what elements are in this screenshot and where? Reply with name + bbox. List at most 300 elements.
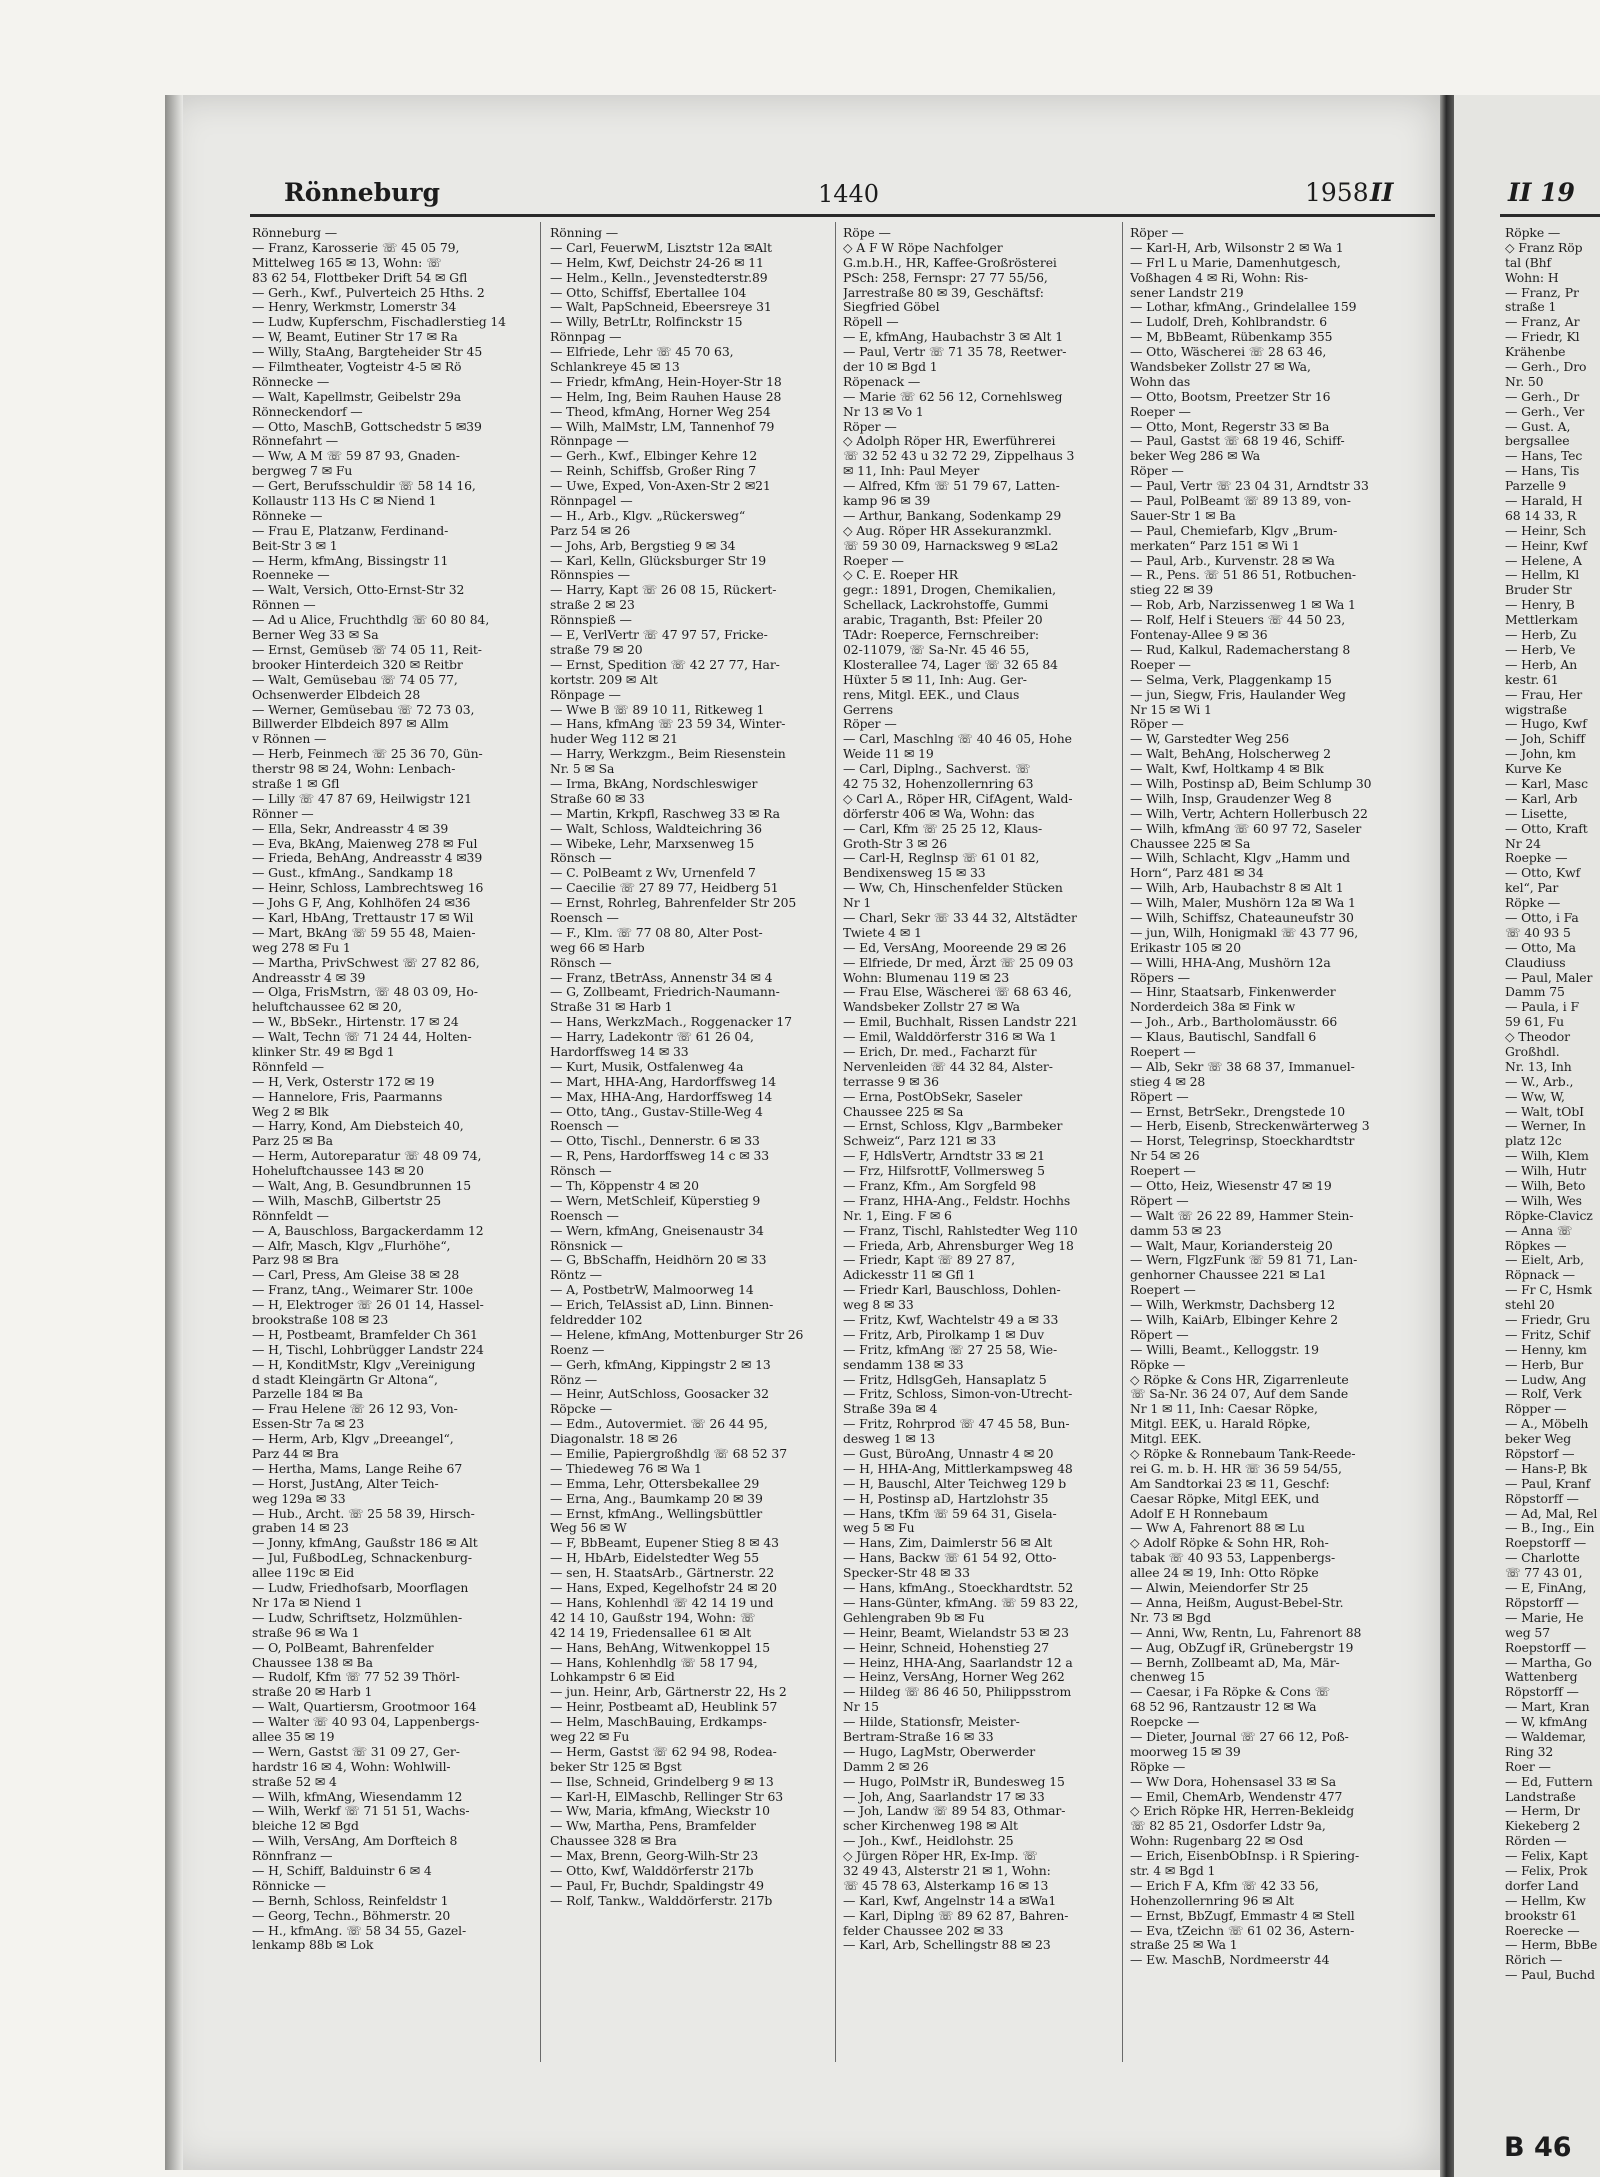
directory-entry-line: — Karl-H, ElMaschb, Rellinger Str 63: [550, 1788, 784, 1804]
directory-entry-line: — Karl, Arb, Schellingstr 88 ✉ 23: [843, 1937, 1051, 1953]
directory-entry-line: Nr 1: [843, 895, 872, 911]
directory-entry-line: Röpert —: [1130, 1088, 1189, 1104]
directory-entry-line: Rönneburg —: [252, 226, 338, 240]
directory-entry-line: — Ww, A M ☏ 59 87 93, Gnaden-: [252, 448, 460, 464]
directory-entry-line: — Elfriede, Dr med, Ärzt ☏ 25 09 03: [843, 954, 1074, 970]
directory-entry-line: — Frieda, BehAng, Andreasstr 4 ✉39: [252, 850, 483, 866]
directory-entry-line: — Franz, tAng., Weimarer Str. 100e: [252, 1282, 474, 1298]
directory-entry-line: moorweg 15 ✉ 39: [1130, 1743, 1241, 1759]
directory-entry-line: — Karl, Diplng ☏ 89 62 87, Bahren-: [843, 1907, 1069, 1923]
directory-entry-line: Roepert —: [1130, 1163, 1196, 1179]
directory-entry-line: — H, Elektroger ☏ 26 01 14, Hassel-: [252, 1297, 484, 1313]
directory-entry-line: Wandsbeker Zollstr 27 ✉ Wa,: [1130, 359, 1311, 375]
directory-entry-line: bergweg 7 ✉ Fu: [252, 463, 353, 479]
directory-entry-line: Beit-Str 3 ✉ 1: [252, 537, 338, 553]
directory-entry-line: Rönnicke —: [252, 1877, 326, 1893]
directory-entry-line: — Wern, FlgzFunk ☏ 59 81 71, Lan-: [1130, 1252, 1358, 1268]
directory-entry-line: Rönneke —: [252, 507, 323, 523]
directory-entry-line: straße 20 ✉ Harb 1: [252, 1684, 373, 1700]
directory-entry-line: — Karl-H, Arb, Wilsonstr 2 ✉ Wa 1: [1130, 239, 1344, 255]
page-year: 1958: [1305, 178, 1369, 207]
directory-entry-line: — Erna, PostObSekr, Saseler: [843, 1088, 1023, 1104]
directory-entry-line: Berner Weg 33 ✉ Sa: [252, 627, 379, 643]
directory-entry-line: — Wibeke, Lehr, Marxsenweg 15: [550, 835, 755, 851]
directory-entry-line: — Hertha, Mams, Lange Reihe 67: [252, 1460, 463, 1476]
directory-entry-line: — Otto, Heiz, Wiesenstr 47 ✉ 19: [1130, 1178, 1332, 1193]
directory-entry-line: Rönnpagel —: [550, 493, 633, 509]
directory-entry-line: — Hildeg ☏ 86 46 50, Philippsstrom: [843, 1684, 1072, 1700]
directory-entry-line: Rönnfeld —: [252, 1058, 324, 1074]
directory-entry-line: — Fritz, Arb, Pirolkamp 1 ✉ Duv: [843, 1326, 1044, 1342]
directory-entry-line: — Th, Köppenstr 4 ✉ 20: [550, 1178, 699, 1193]
directory-entry-line: — Irma, BkAng, Nordschleswiger: [550, 775, 758, 791]
directory-entry-line: — Herm, Autoreparatur ☏ 48 09 74,: [252, 1148, 482, 1164]
directory-entry-line: Röpcke —: [550, 1401, 613, 1417]
directory-entry-line: — Alfred, Kfm ☏ 51 79 67, Latten-: [843, 478, 1060, 494]
directory-entry-line: Parzelle 184 ✉ Ba: [252, 1386, 363, 1402]
directory-entry-line: der 10 ✉ Bgd 1: [843, 359, 938, 375]
directory-entry-line: kestr. 61: [1505, 671, 1559, 687]
directory-entry-line: Nr 54 ✉ 26: [1130, 1148, 1200, 1164]
directory-entry-line: — Paul, Vertr ☏ 71 35 78, Reetwer-: [843, 344, 1067, 360]
directory-entry-line: — Emma, Lehr, Ottersbekallee 29: [550, 1475, 760, 1491]
directory-entry-line: — Carl, Press, Am Gleise 38 ✉ 28: [252, 1267, 460, 1283]
directory-entry-line: Nr. 1, Eing. F ✉ 6: [843, 1207, 952, 1223]
directory-entry-line: — Wilh, Arb, Haubachstr 8 ✉ Alt 1: [1130, 880, 1344, 896]
directory-entry-line: straße 96 ✉ Wa 1: [252, 1624, 360, 1640]
directory-entry-line: Chaussee 138 ✉ Ba: [252, 1654, 373, 1670]
directory-entry-line: sendamm 138 ✉ 33: [843, 1356, 964, 1372]
directory-entry-line: — Rolf, Tankw., Walddörferstr. 217b: [550, 1892, 773, 1908]
directory-entry-line: — Herb, Ve: [1505, 641, 1576, 657]
directory-entry-line: — H, Tischl, Lohbrügger Landstr 224: [252, 1341, 484, 1357]
directory-entry-line: straße 25 ✉ Wa 1: [1130, 1937, 1238, 1953]
directory-entry-line: — Fritz, Kwf, Wachtelstr 49 a ✉ 33: [843, 1312, 1059, 1328]
directory-entry-line: feldredder 102: [550, 1312, 643, 1328]
directory-entry-line: — Marie ☏ 62 56 12, Cornehlsweg: [843, 388, 1063, 404]
directory-entry-line: Caesar Röpke, Mitgl EEK, und: [1130, 1490, 1320, 1506]
directory-entry-line: — Willi, HHA-Ang, Mushörn 12a: [1130, 954, 1331, 970]
directory-entry-line: — Anna, Heißm, August-Bebel-Str.: [1130, 1594, 1344, 1610]
directory-entry-line: Damm 2 ✉ 26: [843, 1758, 929, 1774]
directory-entry-line: — Fritz, HdlsgGeh, Hansaplatz 5: [843, 1371, 1047, 1387]
directory-entry-line: desweg 1 ✉ 13: [843, 1431, 936, 1447]
directory-entry-line: — Otto, Schiffsf, Ebertallee 104: [550, 284, 747, 300]
directory-entry-line: Rönnfranz —: [252, 1848, 333, 1864]
directory-entry-line: — Max, HHA-Ang, Hardorffsweg 14: [550, 1088, 773, 1104]
directory-entry-line: — Karl, Arb: [1505, 790, 1578, 806]
directory-entry-line: Nr. 13, Inh: [1505, 1058, 1572, 1074]
directory-entry-line: Chaussee 225 ✉ Sa: [1130, 835, 1251, 851]
directory-entry-line: — Paul, Arb., Kurvenstr. 28 ✉ Wa: [1130, 552, 1335, 568]
directory-entry-line: Bruder Str: [1505, 582, 1572, 598]
directory-entry-line: — Filmtheater, Vogteistr 4-5 ✉ Rö: [252, 359, 462, 375]
directory-entry-line: huder Weg 112 ✉ 21: [550, 731, 678, 747]
directory-entry-line: — Emilie, Papiergroßhdlg ☏ 68 52 37: [550, 1446, 787, 1462]
directory-entry-line: — Ernst, BbZugf, Emmastr 4 ✉ Stell: [1130, 1907, 1355, 1923]
directory-entry-line: — Heinr, Sch: [1505, 522, 1587, 538]
directory-entry-line: Siegfried Göbel: [843, 299, 940, 315]
directory-entry-line: — Ernst, Rohrleg, Bahrenfelder Str 205: [550, 895, 797, 911]
directory-entry-line: Nr. 5 ✉ Sa: [550, 761, 615, 777]
directory-entry-line: — H., kfmAng. ☏ 58 34 55, Gazel-: [252, 1922, 467, 1938]
directory-entry-line: bergsallee: [1505, 433, 1570, 449]
directory-entry-line: — Paul, Buchd: [1505, 1967, 1595, 1983]
directory-entry-line: Landstraße: [1505, 1788, 1576, 1804]
directory-entry-line: weg 5 ✉ Fu: [843, 1520, 915, 1536]
directory-entry-line: — Hans-P, Bk: [1505, 1460, 1588, 1476]
directory-entry-line: — Walt ☏ 26 22 89, Hammer Stein-: [1130, 1207, 1354, 1223]
directory-entry-line: rei G. m. b. H. HR ☏ 36 59 54/55,: [1130, 1460, 1342, 1476]
directory-entry-line: — Hans, kfmAng ☏ 23 59 34, Winter-: [550, 716, 786, 732]
directory-entry-line: platz 12c: [1505, 1133, 1562, 1149]
directory-entry-line: — Wilh, Schiffsz, Chateauneufstr 30: [1130, 909, 1354, 925]
directory-entry-line: — Gerh., Kwf., Pulverteich 25 Hths. 2: [252, 284, 485, 300]
directory-entry-line: Mitgl. EEK, u. Harald Röpke,: [1130, 1416, 1311, 1432]
directory-entry-line: ☏ 40 93 5: [1505, 924, 1571, 940]
directory-entry-line: Straße 60 ✉ 33: [550, 790, 645, 806]
directory-entry-line: wigstraße: [1505, 701, 1567, 717]
directory-entry-line: Nr 24: [1505, 835, 1541, 851]
facing-header-rule: [1500, 214, 1600, 217]
directory-entry-line: Roepstorff —: [1505, 1535, 1587, 1551]
directory-entry-line: — Erich, Dr. med., Facharzt für: [843, 1043, 1037, 1059]
directory-entry-line: — Emil, Buchhalt, Rissen Landstr 221: [843, 1014, 1079, 1030]
directory-entry-line: — R., Pens. ☏ 51 86 51, Rotbuchen-: [1130, 567, 1356, 583]
directory-entry-line: — Eva, tZeichn ☏ 61 02 36, Astern-: [1130, 1922, 1355, 1938]
directory-entry-line: — E, kfmAng, Haubachstr 3 ✉ Alt 1: [843, 329, 1063, 345]
directory-entry-line: — F, BbBeamt, Eupener Stieg 8 ✉ 43: [550, 1535, 779, 1551]
directory-column-4: [1130, 226, 1410, 1968]
directory-entry-line: — Rolf, Helf i Steuers ☏ 44 50 23,: [1130, 612, 1346, 628]
directory-entry-line: — Otto, Mont, Regerstr 33 ✉ Ba: [1130, 418, 1330, 434]
directory-entry-line: — Frau, Her: [1505, 686, 1583, 702]
directory-entry-line: — Felix, Kapt: [1505, 1848, 1588, 1864]
directory-entry-line: klinker Str. 49 ✉ Bgd 1: [252, 1043, 395, 1059]
directory-entry-line: Hüxter 5 ✉ 11, Inh: Aug. Ger-: [843, 671, 1027, 687]
directory-entry-line: — Erich, TelAssist aD, Linn. Binnen-: [550, 1297, 774, 1313]
directory-entry-line: — Thiedeweg 76 ✉ Wa 1: [550, 1460, 702, 1476]
directory-entry-line: Wohn: H: [1505, 269, 1559, 285]
directory-entry-line: Rönnspieß —: [550, 612, 632, 628]
directory-entry-line: — Henry, Werkmstr, Lomerstr 34: [252, 299, 457, 315]
directory-entry-line: — Rob, Arb, Narzissenweg 1 ✉ Wa 1: [1130, 597, 1356, 613]
directory-entry-line: Roepert —: [1130, 1043, 1196, 1059]
directory-entry-line: — R, Pens, Hardorffsweg 14 c ✉ 33: [550, 1148, 770, 1164]
directory-entry-line: Parz 25 ✉ Ba: [252, 1133, 333, 1149]
directory-entry-line: Sauer-Str 1 ✉ Ba: [1130, 507, 1236, 523]
directory-entry-line: — Harald, H: [1505, 493, 1583, 509]
directory-entry-line: — Walt, Schloss, Waldteichring 36: [550, 820, 762, 836]
directory-entry-line: Gerrens: [843, 701, 894, 717]
directory-entry-line: Kurve Ke: [1505, 761, 1562, 777]
directory-entry-line: Jarrestraße 80 ✉ 39, Geschäftsf:: [843, 284, 1044, 300]
directory-entry-line: — Hans, kfmAng., Stoeckhardtstr. 52: [843, 1580, 1074, 1596]
directory-entry-line: — Otto, i Fa: [1505, 909, 1579, 925]
directory-entry-line: ☏ 45 78 63, Alsterkamp 16 ✉ 13: [843, 1877, 1049, 1893]
directory-entry-line: — Karl, Masc: [1505, 775, 1588, 791]
directory-entry-line: Röpke —: [1130, 1356, 1186, 1372]
directory-entry-line: Mettlerkam: [1505, 612, 1578, 628]
directory-entry-line: ◇ Franz Röp: [1505, 239, 1583, 255]
directory-entry-line: Klosterallee 74, Lager ☏ 32 65 84: [843, 656, 1058, 672]
directory-entry-line: — Fritz, Schloss, Simon-von-Utrecht-: [843, 1386, 1073, 1402]
directory-entry-line: — Joh., Kwf., Heidlohstr. 25: [843, 1833, 1014, 1849]
directory-entry-line: tal (Bhf: [1505, 254, 1551, 270]
directory-entry-line: chenweg 15: [1130, 1669, 1205, 1685]
directory-entry-line: weg 278 ✉ Fu 1: [252, 939, 351, 955]
directory-entry-line: stieg 4 ✉ 28: [1130, 1073, 1206, 1089]
directory-entry-line: — F., Klm. ☏ 77 08 80, Alter Post-: [550, 924, 763, 940]
directory-entry-line: — Ad u Alice, Fruchthdlg ☏ 60 80 84,: [252, 612, 490, 628]
directory-entry-line: 42 75 32, Hohenzollernring 63: [843, 775, 1034, 791]
directory-entry-line: Mitgl. EEK.: [1130, 1431, 1202, 1447]
directory-entry-line: 59 61, Fu: [1505, 1014, 1565, 1030]
directory-entry-line: — Charl, Sekr ☏ 33 44 32, Altstädter: [843, 909, 1077, 925]
directory-entry-line: — Helene, kfmAng, Mottenburger Str 26: [550, 1326, 804, 1342]
directory-entry-line: — E, FinAng,: [1505, 1580, 1587, 1596]
directory-entry-line: — Jonny, kfmAng, Gaußstr 186 ✉ Alt: [252, 1535, 478, 1551]
directory-entry-line: Straße 31 ✉ Harb 1: [550, 999, 673, 1015]
directory-entry-line: — Wilh, KaiArb, Elbinger Kehre 2: [1130, 1312, 1339, 1328]
directory-entry-line: — A, PostbetrW, Malmoorweg 14: [550, 1282, 754, 1298]
directory-entry-line: — Werner, Gemüsebau ☏ 72 73 03,: [252, 701, 475, 717]
directory-entry-line: — Hans, tKfm ☏ 59 64 31, Gisela-: [843, 1505, 1057, 1521]
directory-entry-line: — Ww, Ch, Hinschenfelder Stücken: [843, 880, 1063, 896]
directory-entry-line: — Gerh., Dr: [1505, 388, 1580, 404]
directory-entry-line: — B., Ing., Ein: [1505, 1520, 1595, 1536]
directory-entry-line: ◇ Aug. Röper HR Assekuranzmkl.: [843, 522, 1052, 538]
directory-entry-line: — Wilh, MaschB, Gilbertstr 25: [252, 1192, 442, 1208]
directory-entry-line: — Henry, B: [1505, 597, 1575, 613]
directory-entry-line: Bendixensweg 15 ✉ 33: [843, 865, 986, 881]
directory-entry-line: — Wilh, MalMstr, LM, Tannenhof 79: [550, 418, 775, 434]
directory-entry-line: — Heinr, Beamt, Wielandstr 53 ✉ 23: [843, 1624, 1069, 1640]
directory-entry-line: — Harry, Kapt ☏ 26 08 15, Rückert-: [550, 582, 777, 598]
directory-entry-line: Kollaustr 113 Hs C ✉ Niend 1: [252, 493, 437, 509]
directory-entry-line: — Hellm, Kw: [1505, 1892, 1586, 1908]
directory-entry-line: — G, Zollbeamt, Friedrich-Naumann-: [550, 984, 780, 1000]
directory-entry-line: brooker Hinterdeich 320 ✉ Reitbr: [252, 656, 463, 672]
directory-entry-line: — Walt, Techn ☏ 71 24 44, Holten-: [252, 1029, 472, 1045]
directory-entry-line: — Hannelore, Fris, Paarmanns: [252, 1088, 443, 1104]
directory-entry-line: — Wern, MetSchleif, Küperstieg 9: [550, 1192, 761, 1208]
directory-entry-line: — Dieter, Journal ☏ 27 66 12, Poß-: [1130, 1728, 1349, 1744]
directory-entry-line: — Otto, Kwf: [1505, 865, 1581, 881]
directory-entry-line: Weide 11 ✉ 19: [843, 746, 934, 762]
directory-entry-line: — Harry, Ladekontr ☏ 61 26 04,: [550, 1029, 754, 1045]
directory-entry-line: — Friedr Karl, Bauschloss, Dohlen-: [843, 1282, 1061, 1298]
directory-entry-line: Rönsch —: [550, 850, 612, 866]
directory-entry-line: genhorner Chaussee 221 ✉ La1: [1130, 1267, 1327, 1283]
directory-entry-line: — Paul, Kranf: [1505, 1475, 1591, 1491]
directory-entry-line: ◇ Jürgen Röper HR, Ex-Imp. ☏: [843, 1848, 1038, 1864]
directory-entry-line: Roer —: [1505, 1758, 1551, 1774]
directory-entry-line: — Eva, BkAng, Maienweg 278 ✉ Ful: [252, 835, 478, 851]
directory-entry-line: — Alfr, Masch, Klgv „Flurhöhe“,: [252, 1237, 451, 1253]
directory-entry-line: 83 62 54, Flottbeker Drift 54 ✉ Gfl: [252, 269, 468, 285]
directory-entry-line: — Heinz, HHA-Ang, Saarlandstr 12 a: [843, 1654, 1073, 1670]
directory-entry-line: — Helene, A: [1505, 552, 1582, 568]
directory-entry-line: — Herb, Zu: [1505, 627, 1577, 643]
directory-entry-line: ◇ Röpke & Cons HR, Zigarrenleute: [1130, 1371, 1349, 1387]
directory-entry-line: Rönsch —: [550, 954, 612, 970]
directory-entry-line: allee 24 ✉ 19, Inh: Otto Röpke: [1130, 1565, 1319, 1581]
page-edge-shadow: [165, 95, 183, 2170]
directory-entry-line: — Hinr, Staatsarb, Finkenwerder: [1130, 984, 1336, 1000]
directory-entry-line: — W, kfmAng: [1505, 1714, 1588, 1730]
directory-entry-line: — Wilh, Beto: [1505, 1178, 1586, 1193]
directory-entry-line: — Helm., Kelln., Jevenstedterstr.89: [550, 269, 768, 285]
directory-column-2: [550, 226, 828, 1909]
directory-entry-line: — Wilh, kfmAng, Wiesendamm 12: [252, 1788, 463, 1804]
directory-entry-line: Wohn: Blumenau 119 ✉ 23: [843, 969, 1010, 985]
directory-entry-line: — sen, H. StaatsArb., Gärtnerstr. 22: [550, 1565, 775, 1581]
directory-entry-line: Schweiz“, Parz 121 ✉ 33: [843, 1133, 996, 1149]
directory-entry-line: — Walt, Ang, B. Gesundbrunnen 15: [252, 1178, 472, 1193]
directory-entry-line: beker Weg: [1505, 1431, 1572, 1447]
directory-entry-line: — O, PolBeamt, Bahrenfelder: [252, 1639, 434, 1655]
directory-entry-line: — Franz, Karosserie ☏ 45 05 79,: [252, 239, 460, 255]
directory-entry-line: Bertram-Straße 16 ✉ 33: [843, 1728, 994, 1744]
directory-entry-line: — Friedr, Kapt ☏ 89 27 87,: [843, 1252, 1015, 1268]
directory-entry-line: — Wilh, Vertr, Achtern Hollerbusch 22: [1130, 805, 1368, 821]
directory-entry-line: brookstr 61: [1505, 1907, 1578, 1923]
directory-entry-line: — Ew. MaschB, Nordmeerstr 44: [1130, 1952, 1330, 1968]
directory-entry-line: ✉ 11, Inh: Paul Meyer: [843, 463, 980, 479]
directory-entry-line: Röper —: [843, 418, 897, 434]
directory-entry-line: Weg 56 ✉ W: [550, 1520, 627, 1536]
directory-entry-line: — Lothar, kfmAng., Grindelallee 159: [1130, 299, 1357, 315]
directory-entry-line: — Ww A, Fahrenort 88 ✉ Lu: [1130, 1520, 1305, 1536]
directory-entry-line: — Elfriede, Lehr ☏ 45 70 63,: [550, 344, 734, 360]
directory-entry-line: — Hans, Kohlenhdlg ☏ 58 17 94,: [550, 1654, 758, 1670]
directory-entry-line: — Hans, Tis: [1505, 463, 1580, 479]
directory-entry-line: — Rudolf, Kfm ☏ 77 52 39 Thörl-: [252, 1669, 460, 1685]
directory-entry-line: — Hub., Archt. ☏ 25 58 39, Hirsch-: [252, 1505, 475, 1521]
facing-page-header: II 19: [1508, 178, 1575, 207]
directory-entry-line: — Otto, Kwf, Walddörferstr 217b: [550, 1862, 754, 1878]
directory-entry-line: — Mart, Kran: [1505, 1699, 1590, 1715]
directory-entry-line: — jun, Wilh, Honigmakl ☏ 43 77 96,: [1130, 924, 1359, 940]
directory-entry-line: — Frieda, Arb, Ahrensburger Weg 18: [843, 1237, 1074, 1253]
column-divider: [835, 222, 836, 2062]
directory-entry-line: — Gerh, kfmAng, Kippingstr 2 ✉ 13: [550, 1356, 771, 1372]
directory-entry-line: — Walt, Versich, Otto-Ernst-Str 32: [252, 582, 465, 598]
directory-entry-line: Röpe —: [843, 226, 891, 240]
directory-entry-line: — Martin, Krkpfl, Raschweg 33 ✉ Ra: [550, 805, 780, 821]
directory-entry-line: — A., Möbelh: [1505, 1416, 1589, 1432]
directory-entry-line: ◇ Adolf Röpke & Sohn HR, Roh-: [1130, 1535, 1329, 1551]
directory-entry-line: Roepert —: [1130, 1282, 1196, 1298]
directory-entry-line: — Max, Brenn, Georg-Wilh-Str 23: [550, 1848, 759, 1864]
directory-entry-line: Straße 39a ✉ 4: [843, 1401, 938, 1417]
directory-entry-line: — Gerh., Dro: [1505, 359, 1587, 375]
directory-entry-line: bleiche 12 ✉ Bgd: [252, 1818, 359, 1834]
directory-entry-line: graben 14 ✉ 23: [252, 1520, 349, 1536]
directory-entry-line: — Heinr, Schneid, Hohenstieg 27: [843, 1639, 1050, 1655]
directory-entry-line: Groth-Str 3 ✉ 26: [843, 835, 948, 851]
directory-entry-line: straße 1 ✉ Gfl: [252, 775, 340, 791]
directory-entry-line: Röper —: [843, 716, 897, 732]
directory-entry-line: — Hans-Günter, kfmAng. ☏ 59 83 22,: [843, 1594, 1079, 1610]
directory-column-3: [843, 226, 1115, 1953]
directory-entry-line: — Joh, Ang, Saarlandstr 17 ✉ 33: [843, 1788, 1045, 1804]
directory-entry-line: ◇ Röpke & Ronnebaum Tank-Reede-: [1130, 1446, 1356, 1462]
directory-entry-line: 02-11079, ☏ Sa-Nr. 45 46 55,: [843, 641, 1030, 657]
directory-entry-line: — Horst, JustAng, Alter Teich-: [252, 1475, 439, 1491]
directory-entry-line: Parzelle 9: [1505, 478, 1567, 494]
directory-entry-line: — Hans, WerkzMach., Roggenacker 17: [550, 1014, 792, 1030]
directory-entry-line: — Otto, tAng., Gustav-Stille-Weg 4: [550, 1103, 763, 1119]
directory-entry-line: arabic, Traganth, Bst: Pfeiler 20: [843, 612, 1043, 628]
directory-entry-line: — Gust., kfmAng., Sandkamp 18: [252, 865, 454, 881]
directory-entry-line: Roepcke —: [1130, 1714, 1200, 1730]
directory-entry-line: weg 22 ✉ Fu: [550, 1728, 630, 1744]
directory-entry-line: — Friedr, Gru: [1505, 1312, 1591, 1328]
directory-entry-line: Fontenay-Allee 9 ✉ 36: [1130, 627, 1268, 643]
directory-entry-line: — H, HHA-Ang, Mittlerkampsweg 48: [843, 1460, 1073, 1476]
directory-entry-line: Parz 54 ✉ 26: [550, 522, 631, 538]
directory-entry-line: — H, Postinsp aD, Hartzlohstr 35: [843, 1490, 1049, 1506]
directory-entry-line: gegr.: 1891, Drogen, Chemikalien,: [843, 582, 1056, 598]
directory-entry-line: — Joh, Schiff: [1505, 731, 1585, 747]
directory-entry-line: dörferstr 406 ✉ Wa, Wohn: das: [843, 805, 1035, 821]
directory-entry-line: — Harry, Werkzgm., Beim Riesenstein: [550, 746, 786, 762]
directory-entry-line: — Herm, Dr: [1505, 1803, 1580, 1819]
directory-entry-line: Mittelweg 165 ✉ 13, Wohn: ☏: [252, 254, 442, 270]
directory-entry-line: — G, BbSchaffn, Heidhörn 20 ✉ 33: [550, 1252, 767, 1268]
directory-entry-line: Röntz —: [550, 1267, 602, 1283]
directory-entry-line: — Klaus, Bautischl, Sandfall 6: [1130, 1029, 1317, 1045]
directory-entry-line: Rönsnick —: [550, 1237, 623, 1253]
directory-entry-line: — Otto, Bootsm, Preetzer Str 16: [1130, 388, 1331, 404]
directory-entry-line: Parz 98 ✉ Bra: [252, 1252, 339, 1268]
directory-entry-line: weg 129a ✉ 33: [252, 1490, 346, 1506]
directory-entry-line: — Ernst, BetrSekr., Drengstede 10: [1130, 1103, 1345, 1119]
directory-entry-line: — Wilh, Werkmstr, Dachsberg 12: [1130, 1297, 1336, 1313]
directory-entry-line: — Walt, BehAng, Holscherweg 2: [1130, 746, 1331, 762]
header-rule: [250, 214, 1435, 217]
directory-entry-line: straße 2 ✉ 23: [550, 597, 635, 613]
directory-entry-line: — Herm, Gastst ☏ 62 94 98, Rodea-: [550, 1743, 777, 1759]
directory-entry-line: — Ella, Sekr, Andreasstr 4 ✉ 39: [252, 820, 449, 836]
directory-entry-line: — F, HdlsVertr, Arndtstr 33 ✉ 21: [843, 1148, 1045, 1164]
directory-entry-line: Weg 2 ✉ Blk: [252, 1103, 329, 1119]
column-divider: [1122, 222, 1123, 2062]
directory-entry-line: — Martha, PrivSchwest ☏ 27 82 86,: [252, 954, 480, 970]
directory-entry-line: — Georg, Techn., Böhmerstr. 20: [252, 1907, 451, 1923]
directory-entry-line: Roenneke —: [252, 567, 330, 583]
directory-entry-line: — Herb, An: [1505, 656, 1578, 672]
directory-entry-line: — H, HbArb, Eidelstedter Weg 55: [550, 1550, 760, 1566]
directory-entry-line: kortstr. 209 ✉ Alt: [550, 671, 658, 687]
directory-entry-line: — Franz, HHA-Ang., Feldstr. Hochhs: [843, 1192, 1071, 1208]
directory-entry-line: — Walt, tObI: [1505, 1103, 1584, 1119]
directory-entry-line: Großhdl.: [1505, 1043, 1560, 1059]
directory-entry-line: — Friedr, Kl: [1505, 329, 1580, 345]
directory-entry-line: Röpke —: [1505, 226, 1561, 240]
directory-entry-line: Andreasstr 4 ✉ 39: [252, 969, 366, 985]
directory-entry-line: Wattenberg: [1505, 1669, 1578, 1685]
directory-entry-line: Specker-Str 48 ✉ 33: [843, 1565, 970, 1581]
directory-entry-line: — Ed, VersAng, Mooreende 29 ✉ 26: [843, 939, 1067, 955]
directory-entry-line: v Rönnen —: [252, 731, 327, 747]
directory-entry-line: beker Str 125 ✉ Bgst: [550, 1758, 682, 1774]
directory-entry-line: — Caesar, i Fa Röpke & Cons ☏: [1130, 1684, 1330, 1700]
directory-entry-line: Röpke —: [1505, 895, 1561, 911]
directory-entry-line: — Willi, Beamt., Kelloggstr. 19: [1130, 1341, 1319, 1357]
